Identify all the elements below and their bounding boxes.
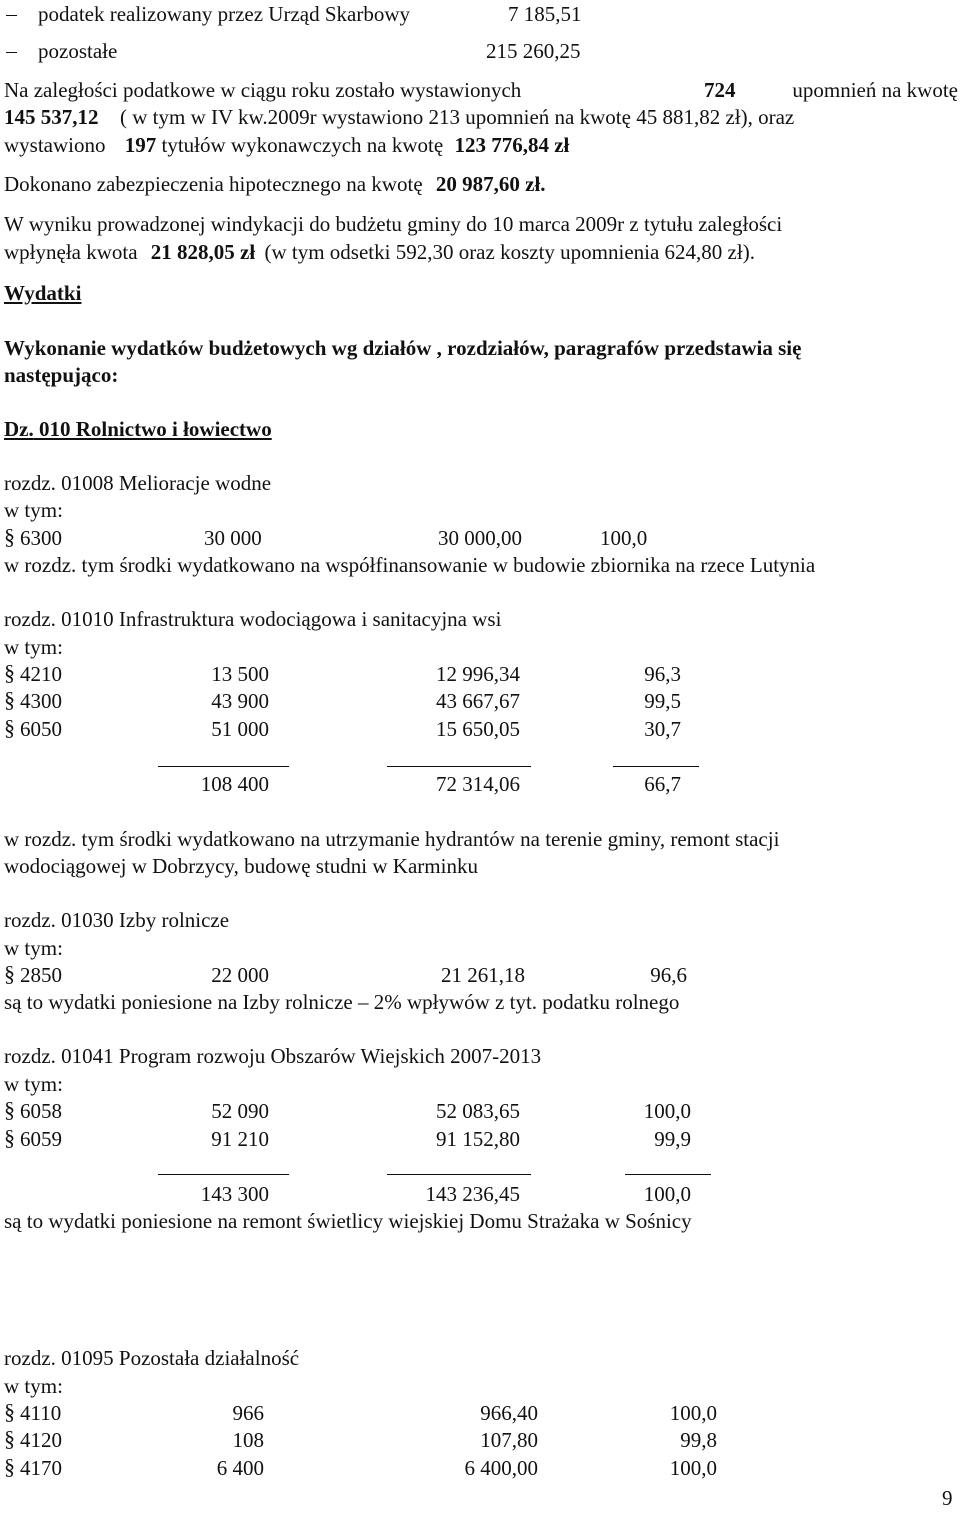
- dzial-heading: [4, 419, 272, 440]
- percent-value: 100,0: [669, 1456, 717, 1480]
- para1-line2: [4, 107, 958, 128]
- w-tym-label: w tym:: [4, 635, 63, 659]
- execution-value: 43 667,67: [436, 689, 520, 713]
- plan-value: 6 400: [216, 1456, 264, 1480]
- percent-value: 100,0: [669, 1401, 717, 1425]
- w-tym-label: w tym:: [4, 498, 63, 522]
- amount: 20 987,60 zł.: [435, 172, 546, 196]
- percent-value: 100,0: [600, 526, 648, 550]
- para1-line1: [4, 80, 958, 101]
- para2: [4, 174, 546, 195]
- paragraph-symbol: §: [4, 715, 15, 740]
- execution-value: 107,80: [480, 1428, 538, 1452]
- paragraph-symbol: §: [4, 1454, 15, 1479]
- execution-value: 12 996,34: [436, 662, 520, 686]
- execution-value: 966,40: [480, 1401, 538, 1425]
- amount: 21 828,05 zł: [150, 240, 256, 264]
- list-item-value: 7 185,51: [508, 2, 582, 26]
- total-percent: 66,7: [644, 772, 681, 796]
- text: Dokonano zabezpieczenia hipotecznego na kwotę: [4, 172, 423, 196]
- text: ( w tym w IV kw.2009r wystawiono 213 upomnień na kwotę 45 881,82 zł), oraz: [120, 105, 795, 129]
- rozdzial-title: rozdz. 01095 Pozostała działalność: [4, 1346, 300, 1370]
- plan-value: 51 000: [211, 717, 269, 741]
- w-tym-label: w tym:: [4, 936, 63, 960]
- rozdzial-note: w rozdz. tym środki wydatkowano na utrzymanie hydrantów na terenie gminy, remont stacji: [4, 827, 780, 851]
- paragraph-symbol: §: [4, 1097, 15, 1122]
- paragraph-code: 4120: [20, 1428, 62, 1452]
- paragraph-code: 4110: [20, 1401, 62, 1425]
- percent-value: 96,6: [650, 963, 687, 987]
- w-tym-label: w tym:: [4, 1072, 63, 1096]
- plan-value: 52 090: [211, 1099, 269, 1123]
- list-item-value: 215 260,25: [486, 39, 581, 63]
- list-item-label: pozostałe: [38, 39, 118, 63]
- dzial-title: 010 Rolnictwo i łowiectwo: [39, 417, 272, 441]
- para3-line2: [4, 242, 755, 263]
- sum-line: [387, 1174, 531, 1175]
- execution-value: 21 261,18: [441, 963, 525, 987]
- percent-value: 99,9: [654, 1127, 691, 1151]
- sum-line: [625, 1174, 711, 1175]
- percent-value: 99,8: [680, 1428, 717, 1452]
- text: Na zaległości podatkowe w ciągu roku zostało wystawionych: [4, 78, 522, 102]
- plan-value: 91 210: [211, 1127, 269, 1151]
- para3-line1: W wyniku prowadzonej windykacji do budżetu gminy do 10 marca 2009r z tytułu zaległości: [4, 212, 783, 236]
- execution-value: 91 152,80: [436, 1127, 520, 1151]
- paragraph-symbol: §: [4, 660, 15, 685]
- text: wpłynęła kwota: [4, 240, 138, 264]
- plan-value: 13 500: [211, 662, 269, 686]
- count: 724: [704, 78, 736, 102]
- percent-value: 100,0: [643, 1099, 691, 1123]
- rozdzial-note: wodociągowej w Dobrzycy, budowę studni w Karminku: [4, 854, 478, 878]
- paragraph-symbol: §: [4, 1125, 15, 1150]
- page-number: 9: [942, 1486, 953, 1510]
- rozdzial-title: rozdz. 01010 Infrastruktura wodociągowa i sanitacyjna wsi: [4, 607, 502, 631]
- execution-value: 30 000,00: [438, 526, 522, 550]
- percent-value: 30,7: [644, 717, 681, 741]
- rozdzial-title: rozdz. 01030 Izby rolnicze: [4, 908, 230, 932]
- paragraph-symbol: §: [4, 961, 15, 986]
- plan-value: 22 000: [211, 963, 269, 987]
- para1-line3: [4, 135, 569, 156]
- rozdzial-note: w rozdz. tym środki wydatkowano na współfinansowanie w budowie zbiornika na rzece Lutynia: [4, 553, 816, 577]
- text: wystawiono: [4, 133, 106, 157]
- sum-line: [613, 766, 699, 767]
- list-item-label: podatek realizowany przez Urząd Skarbowy: [38, 2, 411, 26]
- paragraph-code: 2850: [20, 963, 62, 987]
- paragraph-code: 4170: [20, 1456, 62, 1480]
- paragraph-code: 4300: [20, 689, 62, 713]
- execution-value: 6 400,00: [464, 1456, 538, 1480]
- execution-value: 15 650,05: [436, 717, 520, 741]
- heading-wydatki: Wydatki: [4, 281, 82, 305]
- rozdzial-title: rozdz. 01008 Melioracje wodne: [4, 471, 272, 495]
- plan-value: 966: [232, 1401, 264, 1425]
- total-plan: 143 300: [200, 1182, 269, 1206]
- sum-line: [387, 766, 531, 767]
- paragraph-symbol: §: [4, 524, 15, 549]
- execution-value: 52 083,65: [436, 1099, 520, 1123]
- total-percent: 100,0: [643, 1182, 691, 1206]
- paragraph-code: 4210: [20, 662, 62, 686]
- text: upomnień na kwotę: [792, 78, 958, 102]
- paragraph-code: 6058: [20, 1099, 62, 1123]
- w-tym-label: w tym:: [4, 1374, 63, 1398]
- plan-value: 43 900: [211, 689, 269, 713]
- total-execution: 143 236,45: [425, 1182, 520, 1206]
- paragraph-symbol: §: [4, 1426, 15, 1451]
- rozdzial-title: rozdz. 01041 Program rozwoju Obszarów Wiejskich 2007-2013: [4, 1044, 542, 1068]
- paragraph-code: 6059: [20, 1127, 62, 1151]
- total-execution: 72 314,06: [436, 772, 520, 796]
- amount: 123 776,84 zł: [454, 133, 570, 157]
- sum-line: [158, 1174, 289, 1175]
- paragraph-code: 6300: [20, 526, 62, 550]
- sum-line: [158, 766, 289, 767]
- dzial-prefix: Dz.: [4, 417, 34, 441]
- plan-value: 30 000: [204, 526, 262, 550]
- percent-value: 96,3: [644, 662, 681, 686]
- rozdzial-note: są to wydatki poniesione na remont świetlicy wiejskiej Domu Strażaka w Sośnicy: [4, 1209, 692, 1233]
- text: (w tym odsetki 592,30 oraz koszty upomnienia 624,80 zł).: [264, 240, 755, 264]
- paragraph-symbol: §: [4, 687, 15, 712]
- rozdzial-note: są to wydatki poniesione na Izby rolnicze – 2% wpływów z tyt. podatku rolnego: [4, 990, 680, 1014]
- intro-line2: następująco:: [4, 363, 119, 387]
- list-dash: [6, 52, 17, 53]
- list-dash: [6, 15, 17, 16]
- count: 197: [124, 133, 157, 157]
- paragraph-symbol: §: [4, 1399, 15, 1424]
- percent-value: 99,5: [644, 689, 681, 713]
- paragraph-code: 6050: [20, 717, 62, 741]
- plan-value: 108: [232, 1428, 264, 1452]
- intro-line1: Wykonanie wydatków budżetowych wg działów , rozdziałów, paragrafów przedstawia się: [4, 336, 802, 360]
- amount: 145 537,12: [4, 105, 99, 129]
- text: tytułów wykonawczych na kwotę: [161, 133, 444, 157]
- total-plan: 108 400: [200, 772, 269, 796]
